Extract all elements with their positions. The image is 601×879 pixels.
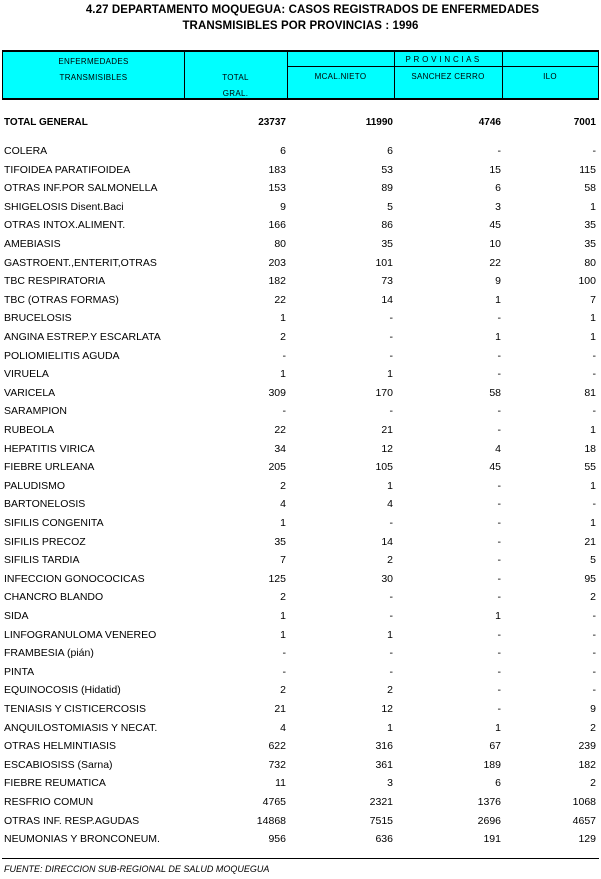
cell-total: 4765 xyxy=(262,796,286,808)
cell-province-2: 2696 xyxy=(477,814,501,827)
table-row xyxy=(4,813,598,829)
cell-total: 203 xyxy=(268,256,286,269)
cell-total: 80 xyxy=(274,238,286,250)
cell-province-1: 86 xyxy=(381,219,393,232)
table-row xyxy=(4,794,598,810)
cell-province-2: - xyxy=(497,517,501,529)
total-gral: 23737 xyxy=(258,117,286,128)
cell-province-3: 1 xyxy=(590,312,596,325)
cell-province-3: - xyxy=(592,628,596,641)
cell-total: 1 xyxy=(280,517,286,529)
disease-name: PALUDISMO xyxy=(4,479,66,492)
cell-total: 182 xyxy=(268,275,286,288)
cell-province-1: 14 xyxy=(381,535,393,548)
cell-total: - xyxy=(282,647,286,660)
disease-name: SIFILIS TARDIA xyxy=(4,554,80,567)
cell-province-3: 1 xyxy=(590,517,596,529)
cell-province-2: 6 xyxy=(495,777,501,790)
cell-province-3: 115 xyxy=(579,163,596,176)
cell-province-1: 89 xyxy=(381,182,393,195)
table-row xyxy=(4,403,598,419)
cell-province-2: 58 xyxy=(489,386,501,399)
cell-province-1: 7515 xyxy=(369,814,393,827)
disease-name: COLERA xyxy=(4,145,48,157)
cell-total: 2 xyxy=(280,479,286,492)
table-row xyxy=(4,627,598,643)
disease-name: TBC (OTRAS FORMAS) xyxy=(4,293,119,306)
table-row xyxy=(4,534,598,550)
cell-province-2: - xyxy=(497,424,501,436)
cell-province-2: - xyxy=(497,145,501,157)
cell-total: 6 xyxy=(280,145,286,157)
total-province-1: 11990 xyxy=(365,117,393,128)
cell-province-2: 189 xyxy=(483,758,501,771)
cell-province-2: - xyxy=(497,647,501,660)
cell-total: 1 xyxy=(280,312,286,325)
cell-province-2: 1 xyxy=(495,293,501,306)
cell-province-3: - xyxy=(592,368,596,381)
table-row xyxy=(4,496,598,512)
cell-province-3: 1 xyxy=(590,200,596,213)
cell-province-2: - xyxy=(497,591,501,604)
cell-province-2: - xyxy=(497,405,501,418)
cell-province-1: 1 xyxy=(387,628,393,641)
cell-province-3: 1 xyxy=(590,331,596,343)
cell-province-2: 6 xyxy=(495,182,501,195)
cell-province-2: 1376 xyxy=(477,796,501,808)
table-row xyxy=(4,143,598,159)
cell-province-1: 14 xyxy=(381,293,393,306)
cell-province-3: 182 xyxy=(578,758,596,771)
cell-total: 153 xyxy=(268,182,286,195)
disease-name: RESFRIO COMUN xyxy=(4,796,94,808)
table-row xyxy=(4,348,598,364)
cell-province-3: 5 xyxy=(590,554,596,567)
disease-name: SIFILIS PRECOZ xyxy=(4,535,86,548)
disease-name: ANQUILOSTOMIASIS Y NECAT. xyxy=(4,721,158,734)
cell-province-1: 101 xyxy=(375,256,393,269)
header-total-line2: GRAL. xyxy=(222,89,249,98)
disease-name: VARICELA xyxy=(4,386,56,399)
cell-province-1: 1 xyxy=(387,368,393,381)
cell-province-1: 12 xyxy=(381,703,393,715)
disease-name: HEPATITIS VIRICA xyxy=(4,442,95,455)
header-province-2: SANCHEZ CERRO xyxy=(411,72,485,81)
cell-province-3: 21 xyxy=(584,535,596,548)
cell-province-1: 316 xyxy=(375,740,393,753)
cell-province-1: - xyxy=(389,517,393,529)
disease-name: INFECCION GONOCOCICAS xyxy=(4,572,145,585)
header-province-1: MCAL.NIETO xyxy=(314,72,367,81)
table-row xyxy=(4,180,598,196)
cell-province-1: 4 xyxy=(387,498,393,511)
cell-province-3: 80 xyxy=(584,256,596,269)
cell-province-3: 4657 xyxy=(572,814,596,827)
table-row xyxy=(4,682,598,698)
disease-name: EQUINOCOSIS (Hidatid) xyxy=(4,684,121,697)
cell-province-3: - xyxy=(592,405,596,418)
disease-name: FRAMBESIA (pián) xyxy=(4,647,94,660)
disease-name: BRUCELOSIS xyxy=(4,312,72,325)
disease-name: CHANCRO BLANDO xyxy=(4,591,104,604)
cell-total: - xyxy=(282,349,286,362)
disease-name: TBC RESPIRATORIA xyxy=(4,275,106,288)
table-row xyxy=(4,589,598,605)
table-row xyxy=(4,459,598,475)
table-row xyxy=(4,441,598,457)
cell-total: 35 xyxy=(274,535,286,548)
disease-name: SHIGELOSIS Disent.Baci xyxy=(4,200,124,213)
table-row xyxy=(4,664,598,680)
table-row xyxy=(4,608,598,624)
cell-province-3: 2 xyxy=(590,591,596,604)
cell-province-1: 361 xyxy=(375,758,393,771)
header-divider xyxy=(287,66,598,67)
disease-name: ESCABIOSISS (Sarna) xyxy=(4,758,113,771)
cell-total: 22 xyxy=(274,424,286,436)
cell-province-3: - xyxy=(592,349,596,362)
cell-total: 4 xyxy=(280,721,286,734)
cell-province-3: 35 xyxy=(584,238,596,250)
total-province-3: 7001 xyxy=(573,117,596,128)
cell-total: 205 xyxy=(268,461,286,474)
cell-total: 22 xyxy=(274,293,286,306)
cell-province-2: - xyxy=(497,368,501,381)
cell-province-1: 1 xyxy=(387,721,393,734)
cell-province-2: - xyxy=(497,479,501,492)
cell-total: 11 xyxy=(275,777,286,790)
cell-total: 2 xyxy=(280,591,286,604)
table-row xyxy=(4,199,598,215)
cell-province-3: 1 xyxy=(590,479,596,492)
cell-total: 309 xyxy=(268,386,286,399)
page-subtitle: TRANSMISIBLES POR PROVINCIAS : 1996 xyxy=(182,20,419,32)
table-row xyxy=(4,366,598,382)
table-row xyxy=(4,217,598,233)
cell-province-1: 105 xyxy=(375,461,393,474)
cell-province-3: 81 xyxy=(584,386,596,399)
disease-name: LINFOGRANULOMA VENEREO xyxy=(4,628,157,641)
cell-province-3: - xyxy=(592,684,596,697)
cell-province-2: - xyxy=(497,554,501,567)
cell-province-2: - xyxy=(497,498,501,511)
cell-total: 125 xyxy=(268,572,286,585)
cell-province-1: 6 xyxy=(387,145,393,157)
table-row xyxy=(4,478,598,494)
cell-province-2: 45 xyxy=(489,461,501,474)
header-provinces: P R O V I N C I A S xyxy=(405,55,480,64)
disease-name: TIFOIDEA PARATIFOIDEA xyxy=(4,163,131,176)
table-row xyxy=(4,775,598,791)
cell-province-1: - xyxy=(389,312,393,325)
cell-province-1: 2 xyxy=(387,684,393,697)
cell-province-2: 22 xyxy=(489,256,501,269)
cell-total: 1 xyxy=(280,628,286,641)
cell-province-2: 1 xyxy=(495,331,501,343)
disease-name: TENIASIS Y CISTICERCOSIS xyxy=(4,703,146,715)
cell-province-2: 45 xyxy=(489,219,501,232)
cell-province-3: 9 xyxy=(590,703,596,715)
cell-province-1: - xyxy=(389,349,393,362)
cell-province-3: 55 xyxy=(584,461,596,474)
disease-name: PINTA xyxy=(4,665,35,678)
cell-province-2: - xyxy=(497,312,501,325)
cell-province-1: - xyxy=(389,331,393,343)
cell-province-1: - xyxy=(389,591,393,604)
table-header xyxy=(2,50,599,100)
table-row xyxy=(4,255,598,271)
table-row xyxy=(4,162,598,178)
cell-province-2: 10 xyxy=(489,238,501,250)
disease-name: SARAMPION xyxy=(4,405,68,418)
table-row xyxy=(4,645,598,661)
cell-province-1: 636 xyxy=(375,833,393,846)
table-row xyxy=(4,757,598,773)
total-row xyxy=(4,115,598,131)
cell-province-3: - xyxy=(592,145,596,157)
disease-name: ANGINA ESTREP.Y ESCARLATA xyxy=(4,331,161,343)
disease-name: VIRUELA xyxy=(4,368,49,381)
cell-province-3: 1068 xyxy=(572,796,596,808)
source-note: FUENTE: DIRECCION SUB-REGIONAL DE SALUD MOQUEGUA xyxy=(4,864,270,874)
cell-province-2: - xyxy=(497,628,501,641)
cell-total: 2 xyxy=(280,331,286,343)
cell-province-3: 129 xyxy=(578,833,596,846)
disease-name: AMEBIASIS xyxy=(4,238,61,250)
table-row xyxy=(4,329,598,345)
table-row xyxy=(4,831,598,847)
cell-total: 1 xyxy=(280,368,286,381)
cell-total: 21 xyxy=(274,703,286,715)
cell-province-2: - xyxy=(497,665,501,678)
disease-name: RUBEOLA xyxy=(4,424,55,436)
table-row xyxy=(4,236,598,252)
cell-province-1: 2 xyxy=(387,554,393,567)
table-row xyxy=(4,720,598,736)
cell-province-1: 30 xyxy=(381,572,393,585)
disease-name: NEUMONIAS Y BRONCONEUM. xyxy=(4,833,160,846)
total-province-2: 4746 xyxy=(478,117,501,128)
cell-province-2: 191 xyxy=(483,833,501,846)
cell-province-3: - xyxy=(592,610,596,622)
disease-name: BARTONELOSIS xyxy=(4,498,86,511)
cell-province-2: 1 xyxy=(495,610,501,622)
cell-province-1: 53 xyxy=(381,163,393,176)
cell-province-1: 5 xyxy=(387,200,393,213)
disease-name: OTRAS INF. RESP.AGUDAS xyxy=(4,814,140,827)
cell-total: 2 xyxy=(280,684,286,697)
cell-province-1: 35 xyxy=(381,238,393,250)
cell-province-2: - xyxy=(497,703,501,715)
disease-name: OTRAS INTOX.ALIMENT. xyxy=(4,219,126,232)
cell-province-2: - xyxy=(497,684,501,697)
cell-total: 7 xyxy=(280,554,286,567)
disease-name: POLIOMIELITIS AGUDA xyxy=(4,349,120,362)
cell-province-2: 9 xyxy=(495,275,501,288)
cell-total: - xyxy=(282,405,286,418)
disease-name: SIFILIS CONGENITA xyxy=(4,517,104,529)
header-province-3: ILO xyxy=(543,72,557,81)
cell-province-2: 67 xyxy=(489,740,501,753)
disease-name: OTRAS INF.POR SALMONELLA xyxy=(4,182,158,195)
cell-province-1: - xyxy=(389,405,393,418)
cell-province-1: 2321 xyxy=(369,796,393,808)
table-row xyxy=(4,422,598,438)
cell-province-3: 18 xyxy=(584,442,596,455)
cell-province-3: 2 xyxy=(590,777,596,790)
total-label: TOTAL GENERAL xyxy=(4,117,88,128)
cell-province-1: - xyxy=(389,665,393,678)
cell-total: 166 xyxy=(268,219,286,232)
cell-total: 1 xyxy=(280,610,286,622)
table-row xyxy=(4,515,598,531)
cell-total: 956 xyxy=(268,833,286,846)
page-title: 4.27 DEPARTAMENTO MOQUEGUA: CASOS REGISTRADOS DE ENFERMEDADES xyxy=(85,4,540,16)
cell-province-2: 3 xyxy=(495,200,501,213)
cell-province-1: - xyxy=(389,610,393,622)
cell-province-3: 1 xyxy=(590,424,596,436)
cell-total: 9 xyxy=(280,200,286,213)
cell-total: 732 xyxy=(268,758,286,771)
cell-province-3: 100 xyxy=(578,275,596,288)
cell-total: 183 xyxy=(268,163,286,176)
cell-province-1: 170 xyxy=(375,386,393,399)
cell-province-3: 35 xyxy=(584,219,596,232)
cell-province-2: - xyxy=(497,535,501,548)
header-disease-line2: TRANSMISIBLES xyxy=(59,73,128,82)
table-row xyxy=(4,552,598,568)
table-row xyxy=(4,701,598,717)
cell-province-3: 95 xyxy=(584,572,596,585)
table-row xyxy=(4,292,598,308)
cell-total: 34 xyxy=(274,442,286,455)
cell-province-2: 1 xyxy=(495,721,501,734)
cell-province-1: 73 xyxy=(381,275,393,288)
table-row xyxy=(4,310,598,326)
disease-name: FIEBRE URLEANA xyxy=(4,461,95,474)
cell-province-1: 21 xyxy=(381,424,393,436)
header-total-line1: TOTAL xyxy=(222,73,249,82)
table-row xyxy=(4,385,598,401)
table-row xyxy=(4,571,598,587)
cell-province-2: - xyxy=(497,572,501,585)
disease-name: SIDA xyxy=(4,610,29,622)
cell-province-1: - xyxy=(389,647,393,660)
cell-province-2: 4 xyxy=(495,442,501,455)
cell-total: 622 xyxy=(268,740,286,753)
cell-province-3: 58 xyxy=(584,182,596,195)
cell-province-3: 2 xyxy=(590,721,596,734)
cell-province-2: 15 xyxy=(489,163,501,176)
cell-province-3: - xyxy=(592,498,596,511)
table-row xyxy=(4,273,598,289)
cell-province-1: 12 xyxy=(381,442,393,455)
cell-total: 14868 xyxy=(256,814,286,827)
cell-province-3: - xyxy=(592,647,596,660)
cell-province-1: 1 xyxy=(387,479,393,492)
header-disease-line1: ENFERMEDADES xyxy=(58,57,129,66)
cell-total: 4 xyxy=(280,498,286,511)
disease-name: OTRAS HELMINTIASIS xyxy=(4,740,117,753)
cell-total: - xyxy=(282,665,286,678)
cell-province-3: 239 xyxy=(578,740,596,753)
footer-rule xyxy=(2,858,599,859)
cell-province-1: 3 xyxy=(387,777,393,790)
disease-name: FIEBRE REUMATICA xyxy=(4,777,106,790)
cell-province-3: - xyxy=(592,665,596,678)
cell-province-3: 7 xyxy=(590,293,596,306)
table-row xyxy=(4,738,598,754)
cell-province-2: - xyxy=(497,349,501,362)
disease-name: GASTROENT.,ENTERIT,OTRAS xyxy=(4,256,157,269)
